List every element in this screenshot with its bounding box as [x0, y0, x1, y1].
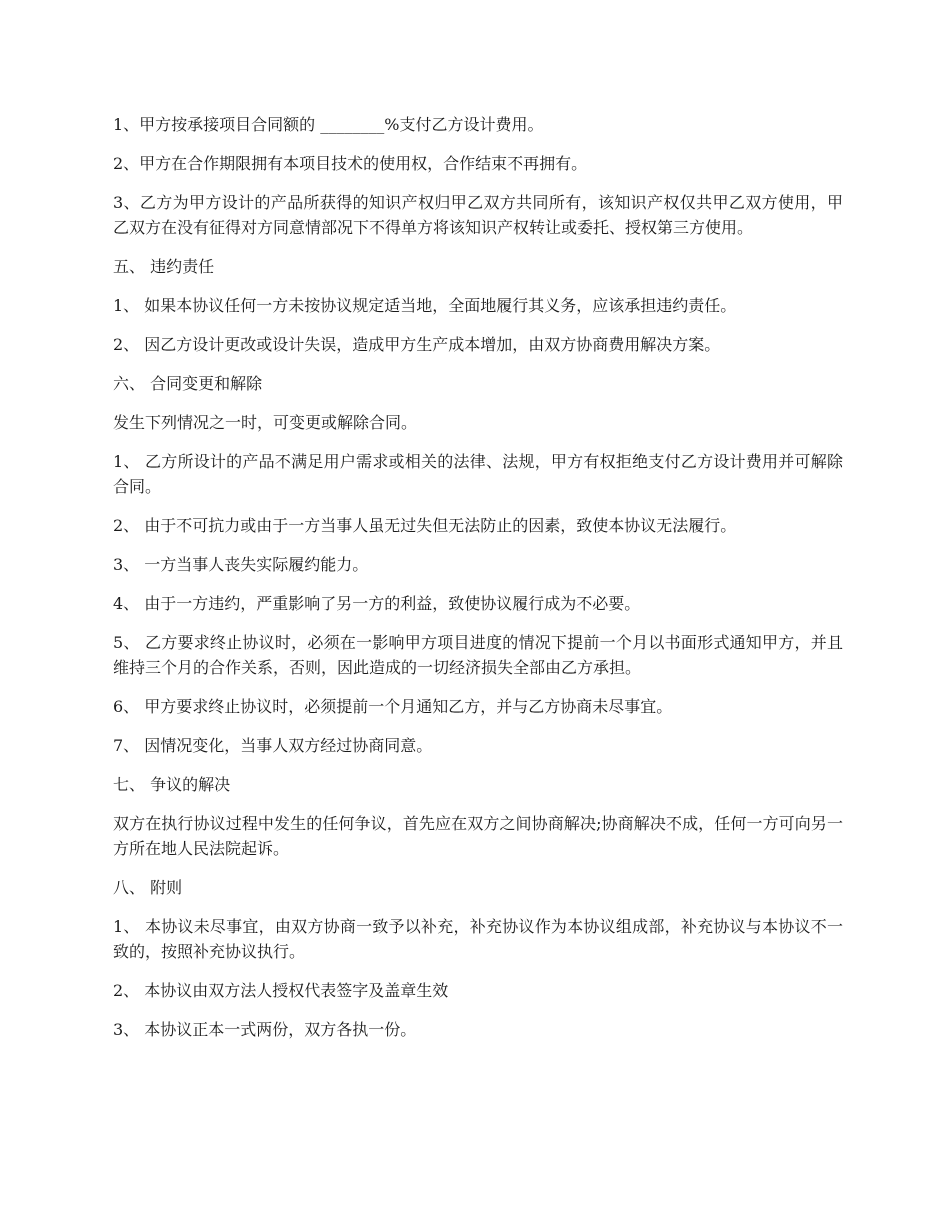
- clause-payment-rate: 1、甲方按承接项目合同额的 ________%支付乙方设计费用。: [113, 115, 544, 134]
- document-body: [113, 112, 843, 1056]
- clause-termination-4: 4、 由于一方违约，严重影响了另一方的利益，致使协议履行成为不必要。: [113, 594, 641, 613]
- clause-usage-right: 2、甲方在合作期限拥有本项目技术的使用权，合作结束不再拥有。: [113, 154, 588, 173]
- clause-termination-2: 2、 由于不可抗力或由于一方当事人虽无过失但无法防止的因素，致使本协议无法履行。: [113, 516, 737, 535]
- section-heading-change-termination: 六、 合同变更和解除: [113, 374, 263, 393]
- clause-breach-1: 1、 如果本协议任何一方未按协议规定适当地，全面地履行其义务，应该承担违约责任。: [113, 296, 737, 315]
- section-heading-dispute: 七、 争议的解决: [113, 775, 231, 794]
- clause-termination-3: 3、 一方当事人丧失实际履约能力。: [113, 555, 369, 574]
- termination-intro: 发生下列情况之一时，可变更或解除合同。: [113, 413, 418, 432]
- clause-appendix-1: 1、 本协议未尽事宜，由双方协商一致予以补充，补充协议作为本协议组成部，补充协议与本协议不一致的，按照补充协议执行。: [113, 917, 843, 961]
- clause-termination-5: 5、 乙方要求终止协议时，必须在一影响甲方项目进度的情况下提前一个月以书面形式通知甲方，并且维持三个月的合作关系，否则，因此造成的一切经济损失全部由乙方承担。: [113, 633, 843, 677]
- section-heading-breach: 五、 违约责任: [113, 257, 215, 276]
- clause-termination-7: 7、 因情况变化，当事人双方经过协商同意。: [113, 736, 433, 755]
- clause-termination-6: 6、 甲方要求终止协议时，必须提前一个月通知乙方，并与乙方协商未尽事宜。: [113, 697, 673, 716]
- clause-appendix-2: 2、 本协议由双方法人授权代表签字及盖章生效: [113, 981, 449, 1000]
- section-heading-appendix: 八、 附则: [113, 878, 183, 897]
- clause-termination-1: 1、 乙方所设计的产品不满足用户需求或相关的法律、法规，甲方有权拒绝支付乙方设计费用并可解除合同。: [113, 452, 843, 496]
- clause-dispute: 双方在执行协议过程中发生的任何争议，首先应在双方之间协商解决;协商解决不成，任何一方可向另一方所在地人民法院起诉。: [113, 814, 843, 858]
- clause-appendix-3: 3、 本协议正本一式两份，双方各执一份。: [113, 1020, 417, 1039]
- clause-breach-2: 2、 因乙方设计更改或设计失误，造成甲方生产成本增加，由双方协商费用解决方案。: [113, 335, 721, 354]
- clause-ip-ownership: 3、乙方为甲方设计的产品所获得的知识产权归甲乙双方共同所有，该知识产权仅共甲乙双方使用，甲乙双方在没有征得对方同意情部况下不得单方将该知识产权转让或委托、授权第三方使用。: [113, 193, 843, 237]
